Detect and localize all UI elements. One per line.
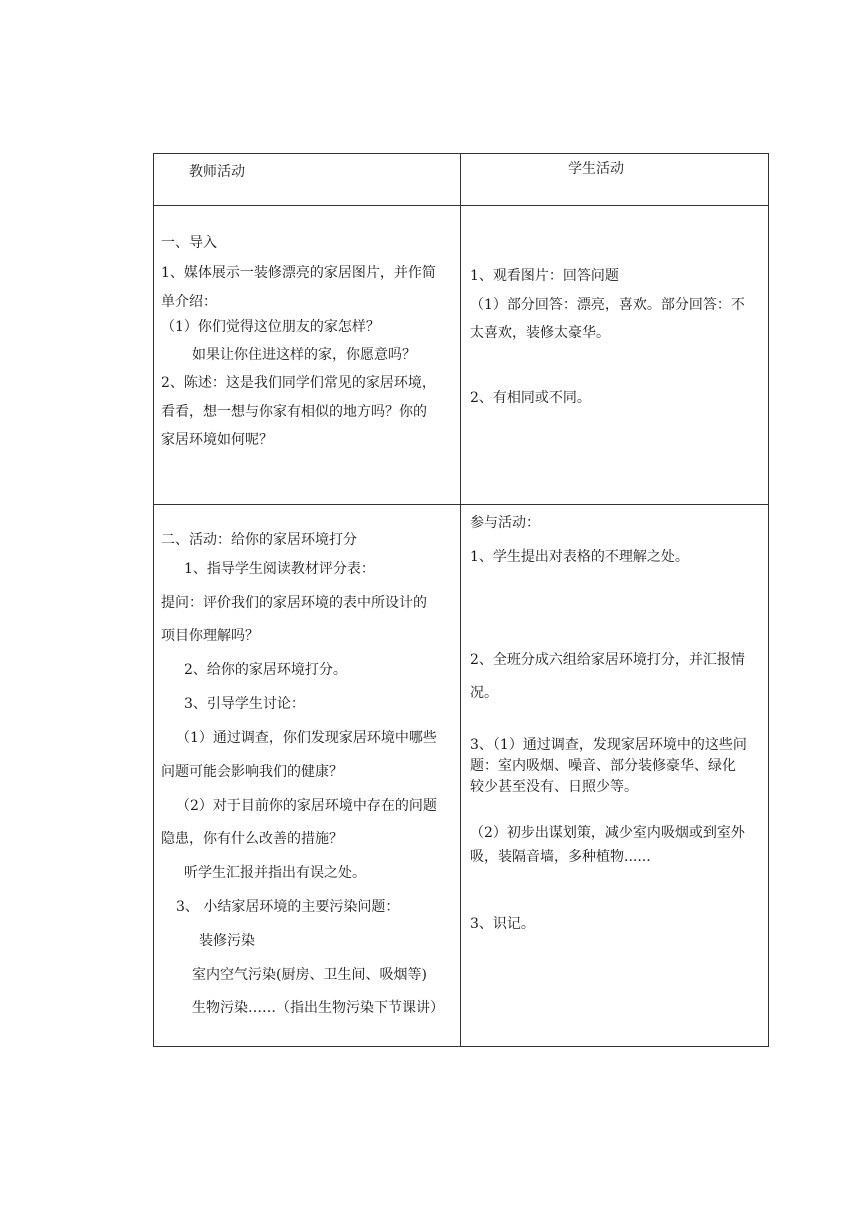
s1-teacher-line: 1、媒体展示一装修漂亮的家居图片，并作简: [161, 265, 436, 281]
s2-teacher-line: 2、给你的家居环境打分。: [184, 662, 347, 678]
s2-student-line: 题：室内吸烟、噪音、部分装修豪华、绿化: [470, 758, 736, 774]
s1-teacher-line: 看看，想一想与你家有相似的地方吗？你的: [161, 404, 427, 420]
s2-teacher-line: 隐患，你有什么改善的措施？: [161, 831, 343, 847]
s2-teacher-line: 3、引导学生讨论：: [184, 696, 305, 712]
row-divider: [153, 504, 769, 505]
s2-student-line: 3、（1）通过调查，发现家居环境中的这些问: [470, 737, 747, 753]
s2-teacher-line: 听学生汇报并指出有误之处。: [184, 865, 366, 881]
s2-student-line: 吸，装隔音墙，多种植物......: [470, 849, 651, 865]
s2-student-line: 较少甚至没有、日照少等。: [470, 779, 638, 795]
s1-teacher-line: 单介绍：: [161, 294, 217, 310]
s2-student-line: （2）初步出谋划策，减少室内吸烟或到室外: [470, 825, 745, 841]
header-student: 学生活动: [568, 161, 624, 177]
s2-teacher-line: 二、活动：给你的家居环境打分: [161, 532, 357, 548]
column-divider: [460, 153, 461, 1047]
s2-teacher-line: 问题可能会影响我们的健康？: [161, 764, 343, 780]
s1-student-line: （1）部分回答：漂亮，喜欢。部分回答：不: [470, 297, 745, 313]
s2-student-line: 况。: [470, 685, 498, 701]
s2-teacher-line: 项目你理解吗？: [161, 628, 259, 644]
s1-teacher-line: （1）你们觉得这位朋友的家怎样？: [161, 319, 380, 335]
s2-student-line: 1、学生提出对表格的不理解之处。: [470, 549, 689, 565]
s2-teacher-line: 室内空气污染(厨房、卫生间、吸烟等): [192, 967, 427, 983]
s2-student-line: 参与活动：: [470, 515, 540, 531]
s2-teacher-line: 3、 小结家居环境的主要污染问题：: [176, 899, 400, 915]
s2-teacher-line: 生物污染……（指出生物污染下节课讲）: [192, 1000, 444, 1016]
header-teacher: 教师活动: [189, 164, 245, 180]
s1-student-line: 1、观看图片：回答问题: [470, 268, 619, 284]
s2-student-line: 3、识记。: [470, 916, 535, 932]
s1-student-line: 2、有相同或不同。: [470, 390, 591, 406]
s2-teacher-line: 1、指导学生阅读教材评分表：: [184, 561, 375, 577]
s2-teacher-line: （2）对于目前你的家居环境中存在的问题: [176, 798, 437, 814]
s2-teacher-line: 提问：评价我们的家居环境的表中所设计的: [161, 595, 427, 611]
s2-teacher-line: （1）通过调查，你们发现家居环境中哪些: [176, 730, 437, 746]
s1-teacher-line: 如果让你住进这样的家，你愿意吗？: [192, 347, 416, 363]
s2-student-line: 2、全班分成六组给家居环境打分，并汇报情: [470, 652, 745, 668]
header-divider: [153, 205, 769, 206]
s1-teacher-line: 2、陈述：这是我们同学们常见的家居环境，: [161, 375, 436, 391]
s1-teacher-line: 一、导入: [161, 235, 217, 251]
s1-student-line: 太喜欢，装修太豪华。: [470, 325, 610, 341]
s2-teacher-line: 装修污染: [199, 933, 255, 949]
s1-teacher-line: 家居环境如何呢？: [161, 432, 273, 448]
